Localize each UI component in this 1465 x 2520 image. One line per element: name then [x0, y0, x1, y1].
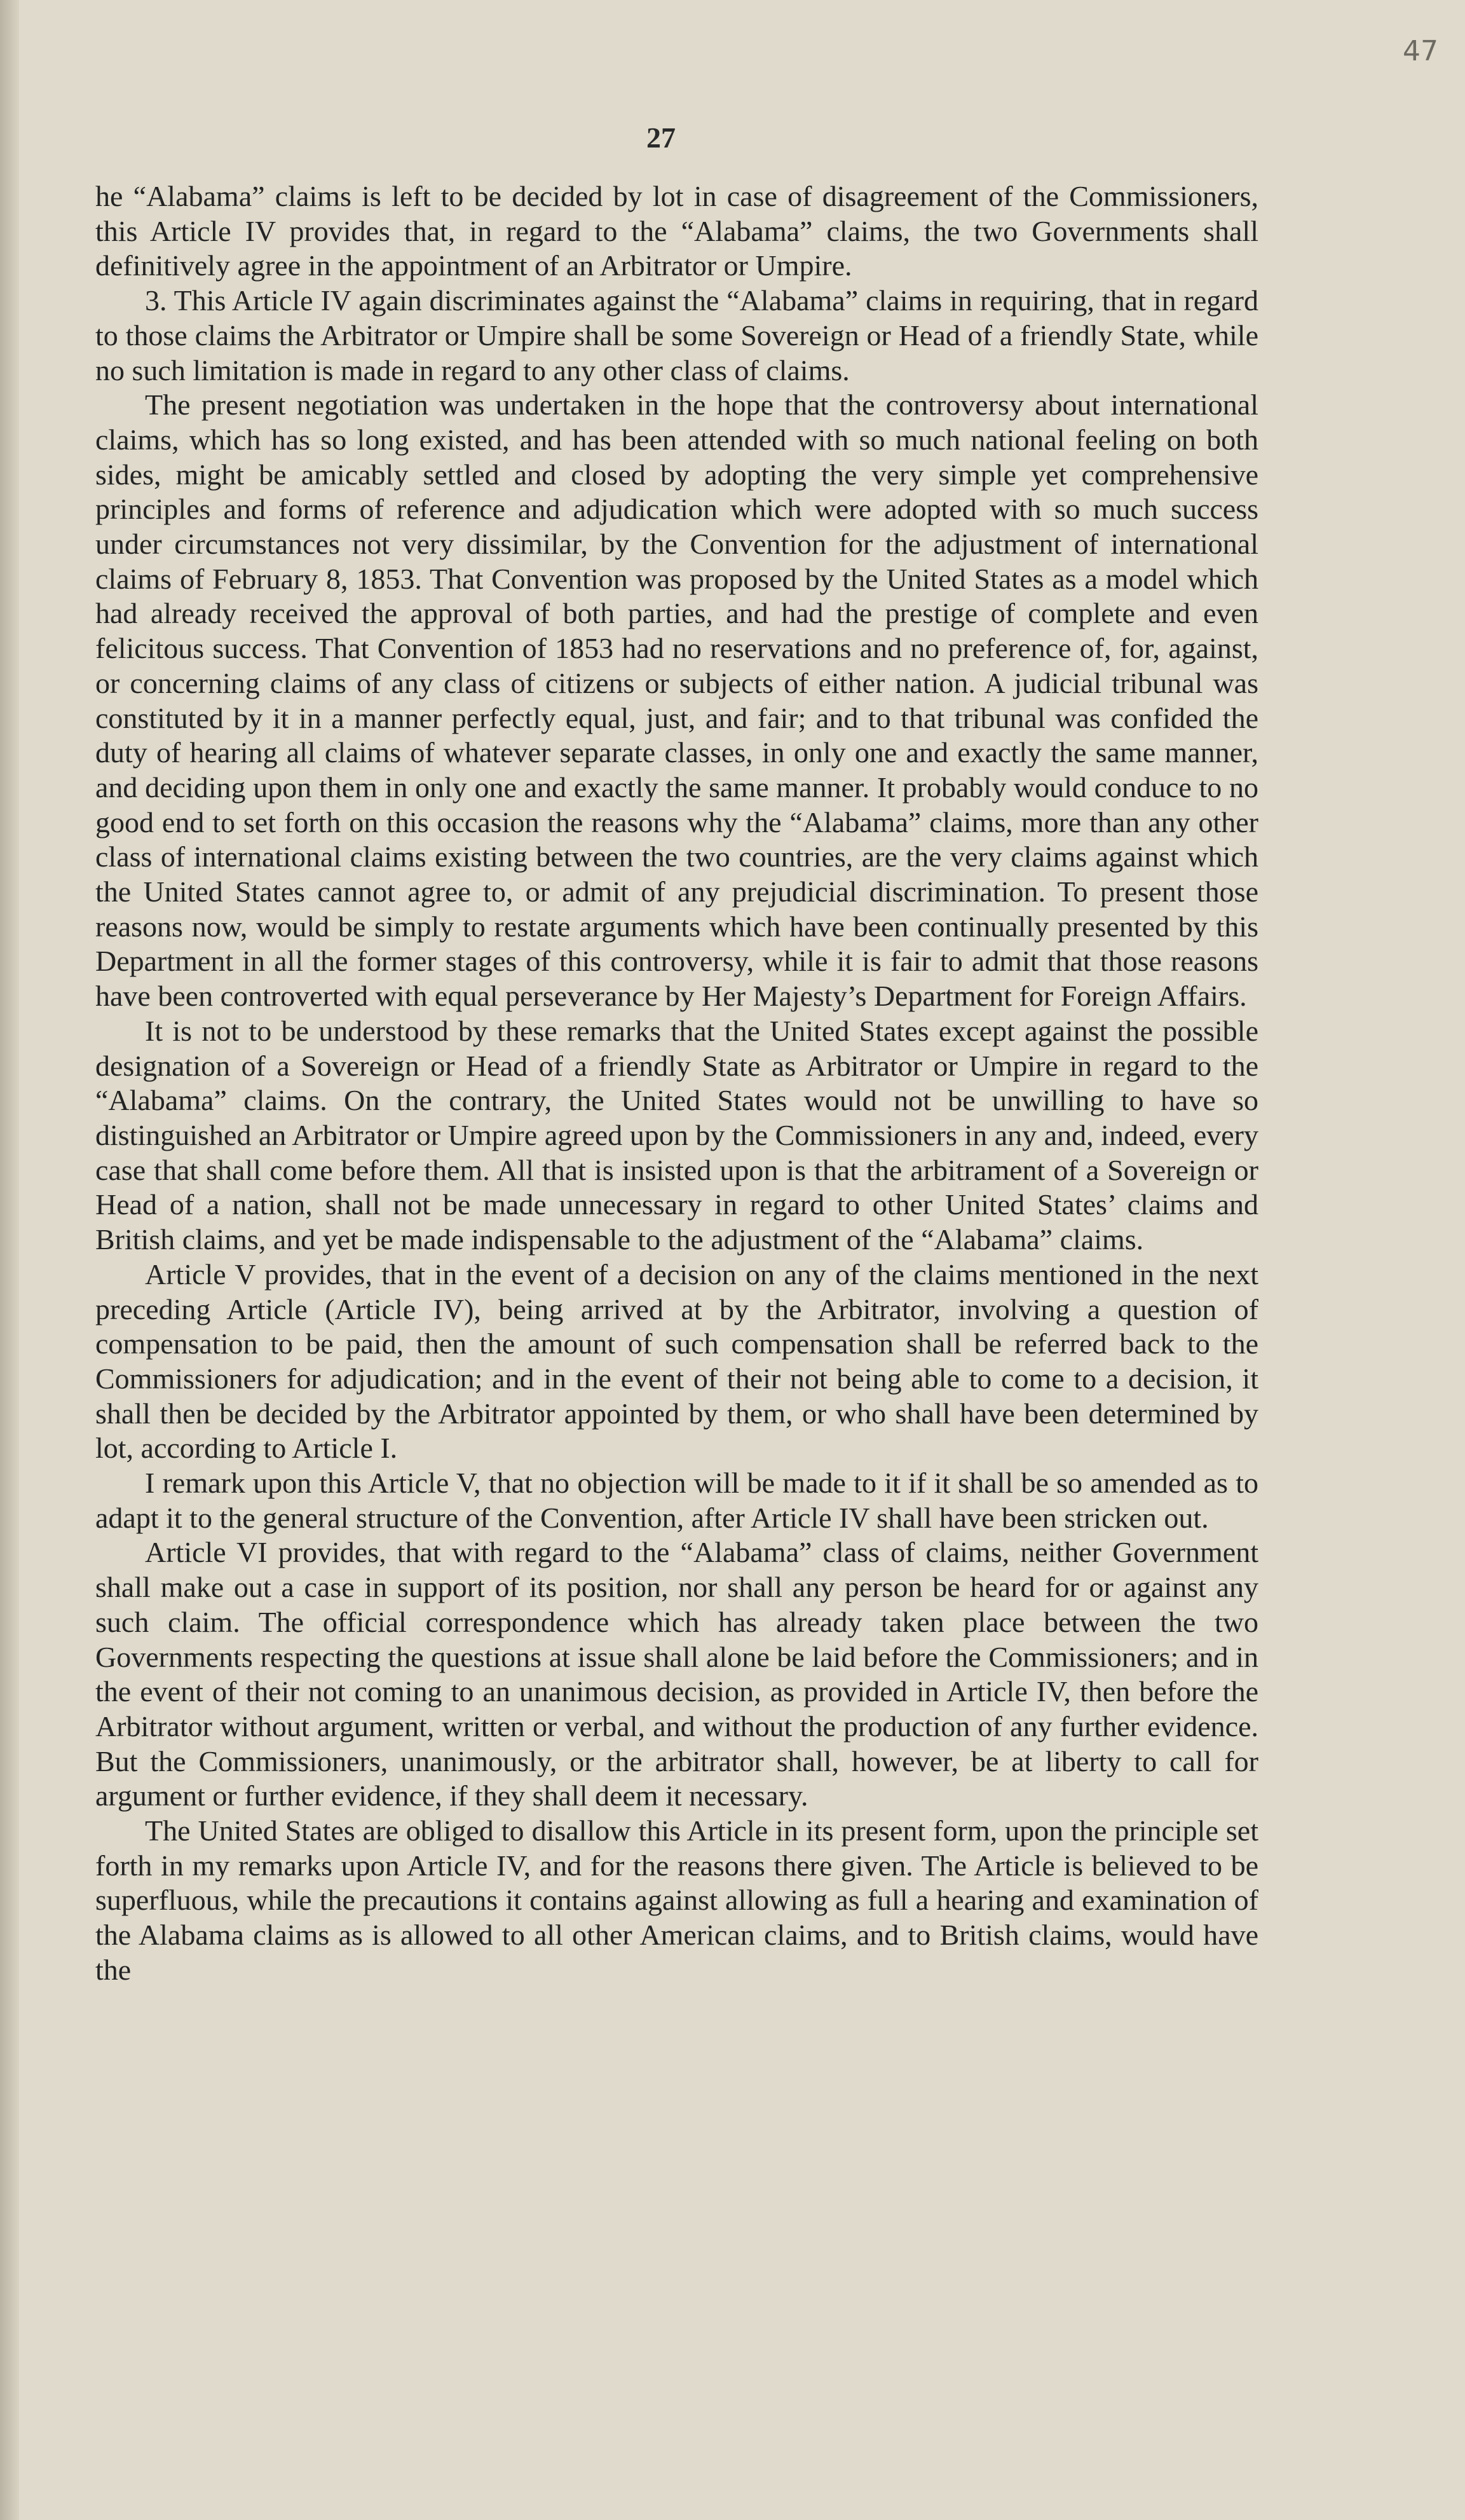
paragraph: I remark upon this Article V, that no objection will be made to it if it shall be so amended as to adapt it to the general structure of the Convention, after Article IV shall have been stricken out.: [95, 1467, 1258, 1534]
binding-gutter: [0, 0, 19, 2520]
paragraph: 3. This Article IV again discriminates against the “Alabama” claims in requiring, that in regard to those claims the Arbitrator or Umpire shall be some Sovereign or Head of a friendly State, while no such limitation is made in regard to any other class of claims.: [95, 284, 1258, 387]
paragraph: Article V provides, that in the event of a decision on any of the claims mentioned in the next preceding Article (Article IV), being arrived at by the Arbitrator, involving a question of compensation to be paid, then the amount of such compensation shall be referred back to the Commissioners for adjudication; and in the event of their not being able to come to a decision, it shall then be decided by the Arbitrator appointed by them, or who shall have been determined by lot, according to Article I.: [95, 1257, 1258, 1465]
paragraph: It is not to be understood by these remarks that the United States except against the possible designation of a Sovereign or Head of a friendly State as Arbitrator or Umpire in regard to the “Alabama” claims. On the contrary, the United States would not be unwilling to have so distinguished an Arbitrator or Umpire agreed upon by the Commissioners in any and, indeed, every case that shall come before them. All that is insisted upon is that the arbitrament of a Sovereign or Head of a nation, shall not be made unnecessary in regard to other United States’ claims and British claims, and yet be made indispensable to the adjustment of the “Alabama” claims.: [95, 1014, 1258, 1256]
paragraph: The United States are obliged to disallow this Article in its present form, upon the principle set forth in my remarks upon Article IV, and for the reasons there given. The Article is believed to be superfluous, while the precautions it contains against allowing as full a hearing and examination of the Alabama claims as is allowed to all other American claims, and to British claims, would have the: [95, 1814, 1258, 1986]
paragraph: Article VI provides, that with regard to the “Alabama” class of claims, neither Government shall make out a case in support of its position, nor shall any person be heard for or against any such claim. The official correspondence which has already taken place between the two Governments respecting the questions at issue shall alone be laid before the Commissioners; and in the event of their not coming to an unanimous decision, as provided in Article IV, then before the Arbitrator without argument, written or verbal, and without the production of any further evidence. But the Commissioners, unanimously, or the arbitrator shall, however, be at liberty to call for argument or further evidence, if they shall deem it necessary.: [95, 1536, 1258, 1812]
page-number: 27: [646, 121, 676, 154]
paragraph: The present negotiation was undertaken in the hope that the controversy about international claims, which has so long existed, and has been attended with so much national feeling on both sides, might be amicably settled and closed by adopting the very simple yet comprehensive principles and forms of reference and adjudication which were adopted with so much success under circumstances not very dissimilar, by the Convention for the adjustment of international claims of February 8, 1853. That Convention was proposed by the United States as a model which had already received the approval of both parties, and had the prestige of complete and even felicitous success. That Convention of 1853 had no reservations and no preference of, for, against, or concerning claims of any class of citizens or subjects of either nation. A judicial tribunal was constituted by it in a manner perfectly equal, just, and fair; and to that tribunal was confided the duty of hearing all claims of whatever separate classes, in only one and exactly the same manner, and deciding upon them in only one and exactly the same manner. It probably would conduce to no good end to set forth on this occasion the reasons why the “Alabama” claims, more than any other class of international claims existing between the two countries, are the very claims against which the United States cannot agree to, or admit of any prejudicial discrimination. To present those reasons now, would be simply to restate arguments which have been continually presented by this Department in all the former stages of this controversy, while it is fair to admit that those reasons have been controverted with equal perseverance by Her Majesty’s Department for Foreign Affairs.: [95, 388, 1258, 1013]
paragraph: he “Alabama” claims is left to be decided by lot in case of disagreement of the Commissioners, this Article IV provides that, in regard to the “Alabama” claims, the two Governments shall definitively agree in the appointment of an Arbitrator or Umpire.: [95, 180, 1258, 282]
document-body: [95, 179, 1258, 1988]
archive-folio-number: 47: [1403, 35, 1438, 67]
